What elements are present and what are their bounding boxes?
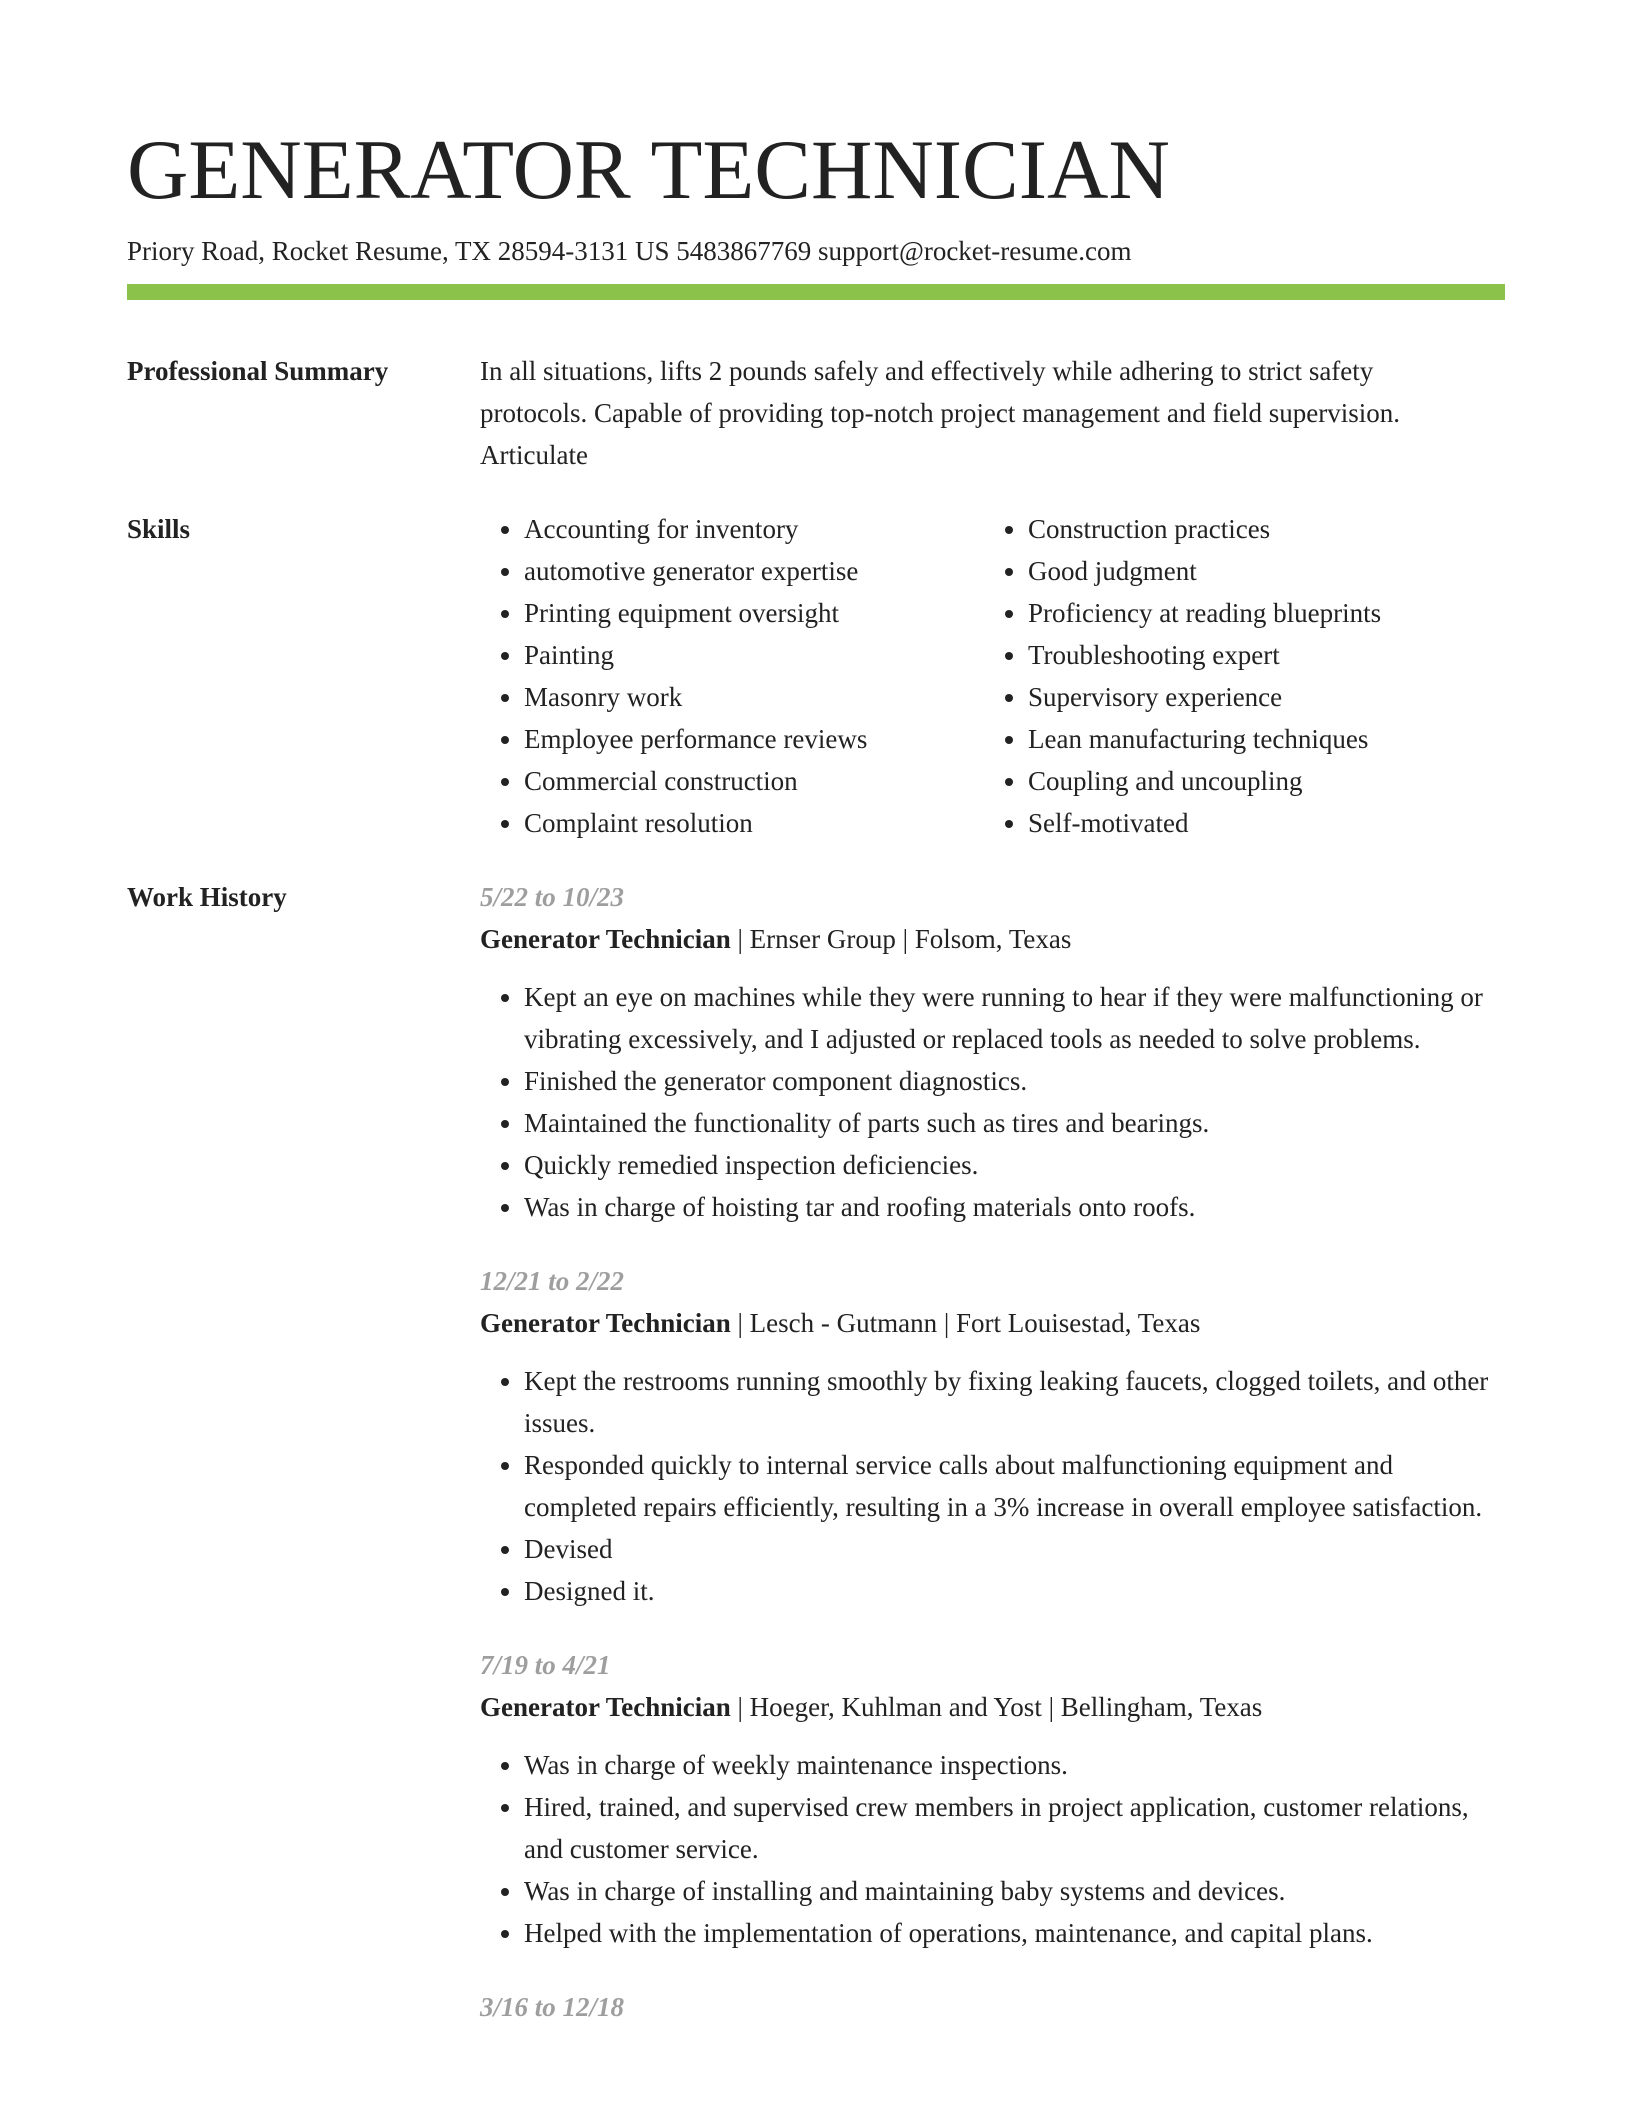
- job-details: | Lesch - Gutmann | Fort Louisestad, Texas: [730, 1308, 1201, 1338]
- skills-column-left: [480, 508, 984, 844]
- job-bullet: • Was in charge of hoisting tar and roofing materials onto roofs.: [524, 1186, 1505, 1228]
- job-entry: [480, 1260, 1505, 1612]
- job-bullet: • Quickly remedied inspection deficiencies.: [524, 1144, 1505, 1186]
- job-title-line: [480, 1302, 1505, 1344]
- skill-item: • Accounting for inventory: [524, 508, 984, 550]
- skill-item: • Supervisory experience: [1028, 676, 1488, 718]
- section-heading: Work History: [127, 882, 287, 912]
- job-title-line: [480, 918, 1505, 960]
- resume-page: [127, 0, 1505, 2060]
- skills-column-right: [984, 508, 1488, 844]
- job-bullet: • Hired, trained, and supervised crew members in project application, customer relations, and customer service.: [524, 1786, 1505, 1870]
- skill-item: • Painting: [524, 634, 984, 676]
- job-title: Generator Technician: [480, 1692, 731, 1722]
- job-bullets: [480, 1360, 1505, 1612]
- job-bullet: • Designed it.: [524, 1570, 1505, 1612]
- job-dates: 3/16 to 12/18: [480, 1992, 625, 2022]
- job-details: | Hoeger, Kuhlman and Yost | Bellingham, Texas: [730, 1692, 1263, 1722]
- skill-item: • Troubleshooting expert: [1028, 634, 1488, 676]
- skills-columns: [480, 508, 1505, 844]
- job-entry: [480, 876, 1505, 1228]
- job-title-line: [480, 1686, 1505, 1728]
- job-bullet: • Maintained the functionality of parts such as tires and bearings.: [524, 1102, 1505, 1144]
- skill-item: • automotive generator expertise: [524, 550, 984, 592]
- skills-list-left: [480, 508, 984, 844]
- skill-item: • Coupling and uncoupling: [1028, 760, 1488, 802]
- skill-item: • Complaint resolution: [524, 802, 984, 844]
- job-bullet: • Was in charge of installing and maintaining baby systems and devices.: [524, 1870, 1505, 1912]
- job-bullet: • Responded quickly to internal service calls about malfunctioning equipment and completed repairs efficiently, resulting in a 3% increase in overall employee satisfaction.: [524, 1444, 1505, 1528]
- skill-item: • Good judgment: [1028, 550, 1488, 592]
- summary-section: [127, 350, 1505, 476]
- job-bullet: • Kept an eye on machines while they were running to hear if they were malfunctioning or vibrating excessively, and I adjusted or replaced tools as needed to solve problems.: [524, 976, 1505, 1060]
- resume-name: GENERATOR TECHNICIAN: [127, 123, 1170, 217]
- skill-item: • Commercial construction: [524, 760, 984, 802]
- accent-divider: [127, 284, 1505, 300]
- job-entry: [480, 1986, 1505, 2028]
- job-entry: [480, 1644, 1505, 1954]
- job-details: | Ernser Group | Folsom, Texas: [730, 924, 1072, 954]
- skill-item: • Printing equipment oversight: [524, 592, 984, 634]
- job-bullet: • Kept the restrooms running smoothly by fixing leaking faucets, clogged toilets, and other issues.: [524, 1360, 1505, 1444]
- job-dates: 12/21 to 2/22: [480, 1266, 625, 1296]
- job-dates: 7/19 to 4/21: [480, 1650, 611, 1680]
- skills-section: [127, 508, 1505, 844]
- job-bullet: • Finished the generator component diagnostics.: [524, 1060, 1505, 1102]
- skill-item: • Lean manufacturing techniques: [1028, 718, 1488, 760]
- skill-item: • Proficiency at reading blueprints: [1028, 592, 1488, 634]
- skill-item: • Employee performance reviews: [524, 718, 984, 760]
- section-body: [480, 350, 1505, 476]
- job-bullets: [480, 1744, 1505, 1954]
- job-bullet: • Was in charge of weekly maintenance inspections.: [524, 1744, 1505, 1786]
- section-body: [480, 876, 1505, 2060]
- job-title: Generator Technician: [480, 1308, 731, 1338]
- skills-list-right: [984, 508, 1488, 844]
- section-heading: Skills: [127, 514, 191, 544]
- skill-item: • Construction practices: [1028, 508, 1488, 550]
- work-history-section: [127, 876, 1505, 2060]
- section-heading: Professional Summary: [127, 356, 389, 386]
- job-bullet: • Helped with the implementation of operations, maintenance, and capital plans.: [524, 1912, 1505, 1954]
- job-dates: 5/22 to 10/23: [480, 882, 625, 912]
- contact-line: Priory Road, Rocket Resume, TX 28594-3131 US 5483867769 support@rocket-resume.com: [127, 236, 1132, 266]
- skill-item: • Masonry work: [524, 676, 984, 718]
- job-bullet: • Devised: [524, 1528, 1505, 1570]
- section-body: [480, 508, 1505, 844]
- skill-item: • Self-motivated: [1028, 802, 1488, 844]
- job-title: Generator Technician: [480, 924, 731, 954]
- summary-text: In all situations, lifts 2 pounds safely and effectively while adhering to strict safety protocols. Capable of providing top-notch project management and field supervision. Articulate: [480, 356, 1401, 470]
- job-bullets: [480, 976, 1505, 1228]
